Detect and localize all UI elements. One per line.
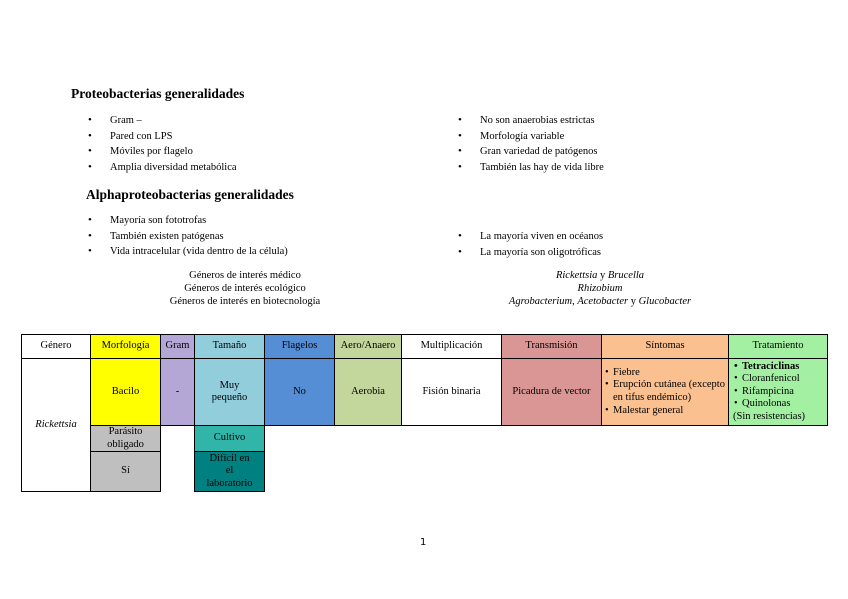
header-genero: Género xyxy=(22,335,91,359)
genus-name: Brucella xyxy=(607,270,645,281)
list-item: • Vida intracelular (vida dentro de la célula) xyxy=(88,244,288,260)
conjunction: y xyxy=(600,270,606,281)
header-tamano: Tamaño xyxy=(195,335,265,359)
conjunction: y xyxy=(630,296,636,307)
header-gram: Gram xyxy=(161,335,195,359)
list-item: • No son anaerobias estrictas xyxy=(458,113,604,129)
genero-label-biotec: Géneros de interés en biotecnología xyxy=(169,296,321,307)
genus-name: Rickettsia xyxy=(555,270,598,281)
generos-values xyxy=(470,269,730,308)
genero-biotec-value xyxy=(470,295,730,308)
cell-transmision: Picadura de vector xyxy=(502,359,602,426)
section1-right-list xyxy=(458,113,604,175)
sintoma-item: • Malestar general xyxy=(604,405,726,418)
cell-genero: Rickettsia xyxy=(22,359,91,492)
sintoma-item: • Erupción cutánea (excepto en tifus endémico) xyxy=(604,379,726,404)
list-item: • También existen patógenas xyxy=(88,229,288,245)
list-item: • Mayoría son fototrofas xyxy=(88,213,288,229)
header-multiplicacion: Multiplicación xyxy=(402,335,502,359)
empty-cell xyxy=(161,426,195,452)
genero-medico-value xyxy=(470,269,730,282)
tamano-line: Muy xyxy=(219,379,240,391)
parasito-line: obligado xyxy=(107,438,144,450)
page-number: 1 xyxy=(420,537,427,548)
table-row xyxy=(22,359,828,426)
genero-label-ecologico: Géneros de interés ecológico xyxy=(184,283,306,294)
tratamiento-list xyxy=(733,361,825,411)
cell-cultivo: Cultivo xyxy=(195,426,265,452)
genus-name: Agrobacterium xyxy=(508,296,573,307)
list-item: • La mayoría son oligotróficas xyxy=(458,245,603,261)
cell-flagelos: No xyxy=(265,359,335,426)
list-item: • Móviles por flagelo xyxy=(88,144,237,160)
table-header-row xyxy=(22,335,828,359)
tamano-line: pequeño xyxy=(211,392,248,403)
cell-tratamiento xyxy=(729,359,828,426)
cell-sintomas xyxy=(602,359,729,426)
list-item: • Pared con LPS xyxy=(88,129,237,145)
tratamiento-item: • Quinolonas xyxy=(733,398,825,410)
dificil-line: laboratorio xyxy=(206,477,253,489)
header-tratamiento: Tratamiento xyxy=(729,335,828,359)
section2-left-list xyxy=(88,213,288,260)
header-transmision: Transmisión xyxy=(502,335,602,359)
generos-labels xyxy=(140,269,350,308)
separator: , xyxy=(572,296,575,307)
tratamiento-note: (Sin resistencias) xyxy=(733,410,806,422)
rickettsia-table xyxy=(21,334,828,492)
empty-cell xyxy=(161,452,195,492)
list-item: • Gram – xyxy=(88,113,237,129)
dificil-line: Difícil en xyxy=(209,452,250,464)
genus-name: Glucobacter xyxy=(638,296,692,307)
list-item: • Amplia diversidad metabólica xyxy=(88,160,237,176)
section2-title: Alphaproteobacterias generalidades xyxy=(86,187,294,202)
header-flagelos: Flagelos xyxy=(265,335,335,359)
cell-multiplicacion: Fisión binaria xyxy=(402,359,502,426)
cell-si: Sí xyxy=(91,452,161,492)
section2-right-list xyxy=(458,229,603,260)
list-item: • La mayoría viven en océanos xyxy=(458,229,603,245)
section1-title: Proteobacterias generalidades xyxy=(71,86,245,101)
cell-tamano xyxy=(195,359,265,426)
cell-morfologia: Bacilo xyxy=(91,359,161,426)
tratamiento-item: • Tetraciclinas xyxy=(733,361,825,373)
cell-parasito xyxy=(91,426,161,452)
cell-dificil xyxy=(195,452,265,492)
cell-gram: - xyxy=(161,359,195,426)
genus-name: Acetobacter xyxy=(577,296,629,307)
header-morfologia: Morfología xyxy=(91,335,161,359)
table-row xyxy=(22,452,828,492)
table-row xyxy=(22,426,828,452)
genero-label-medico: Géneros de interés médico xyxy=(189,270,301,281)
genero-ecologico-value xyxy=(470,282,730,295)
parasito-line: Parásito xyxy=(108,426,143,437)
list-item: • Gran variedad de patógenos xyxy=(458,144,604,160)
list-item: • Morfología variable xyxy=(458,129,604,145)
section1-left-list xyxy=(88,113,237,175)
header-sintomas: Síntomas xyxy=(602,335,729,359)
tratamiento-item: • Cloranfenicol xyxy=(733,373,825,385)
dificil-line: el xyxy=(225,465,234,477)
genus-name: Rhizobium xyxy=(577,283,623,294)
tratamiento-item: • Rifampicina xyxy=(733,386,825,398)
empty-cell xyxy=(265,426,828,452)
sintoma-item: • Fiebre xyxy=(604,367,726,380)
cell-aero: Aerobia xyxy=(335,359,402,426)
list-item: • También las hay de vida libre xyxy=(458,160,604,176)
empty-cell xyxy=(265,452,828,492)
header-aero: Aero/Anaero xyxy=(335,335,402,359)
